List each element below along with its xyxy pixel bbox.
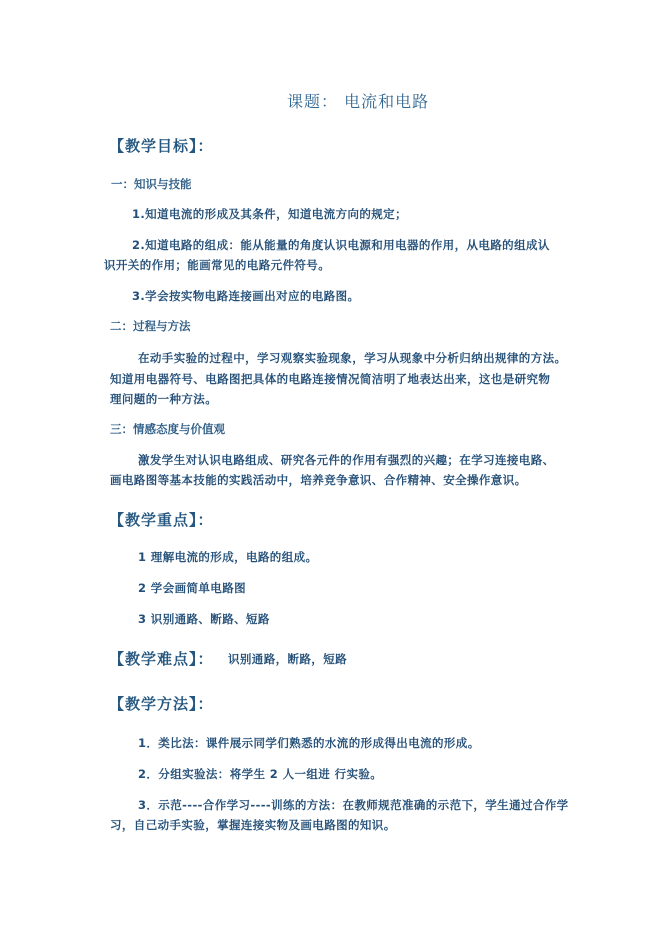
page-title: 课题： 电流和电路 [287,92,430,111]
attitude-line-1: 激发学生对认识电路组成、研究各元件的作用有强烈的兴趣；在学习连接电路、 [138,453,555,467]
method-2: 2．分组实验法：将学生 2 人一组进 行实验。 [138,767,383,781]
difficulties-text: 识别通路，断路，短路 [228,652,347,666]
key-point-2: 2 学会画简单电路图 [138,581,247,595]
key-point-1: 1 理解电流的形成，电路的组成。 [138,550,318,564]
process-line-3: 理问题的一种方法。 [110,392,218,406]
method-1: 1．类比法：课件展示同学们熟悉的水流的形成得出电流的形成。 [138,736,480,750]
knowledge-item-1: 1.知道电流的形成及其条件，知道电流方向的规定； [132,207,407,221]
methods-heading: 【教学方法】： [109,695,214,713]
knowledge-heading: 一：知识与技能 [111,177,192,191]
method-3-line-1: 3．示范----合作学习----训练的方法：在教师规范准确的示范下，学生通过合作学 [138,798,569,812]
attitude-heading: 三：情感态度与价值观 [110,422,225,436]
process-heading: 二：过程与方法 [110,319,191,333]
objectives-heading: 【教学目标】： [109,137,214,155]
knowledge-item-2-line-2: 识开关的作用；能画常见的电路元件符号。 [104,258,331,272]
key-point-3: 3 识别通路、断路、短路 [138,612,270,626]
method-3-line-2: 习，自己动手实验，掌握连接实物及画电路图的知识。 [110,818,396,832]
process-line-1: 在动手实验的过程中，学习观察实验现象，学习从现象中分析归纳出规律的方法。 [138,351,567,365]
knowledge-item-2-line-1: 2.知道电路的组成：能从能量的角度认识电源和用电器的作用，从电路的组成认 [132,238,550,252]
knowledge-item-3: 3.学会按实物电路连接画出对应的电路图。 [132,289,360,303]
difficulties-heading: 【教学难点】： [109,650,214,668]
attitude-line-2: 画电路图等基本技能的实践活动中，培养竞争意识、合作精神、安全操作意识。 [110,473,527,487]
process-line-2: 知道用电器符号、电路图把具体的电路连接情况简洁明了地表达出来，这也是研究物 [110,372,551,386]
key-points-heading: 【教学重点】： [109,511,214,529]
